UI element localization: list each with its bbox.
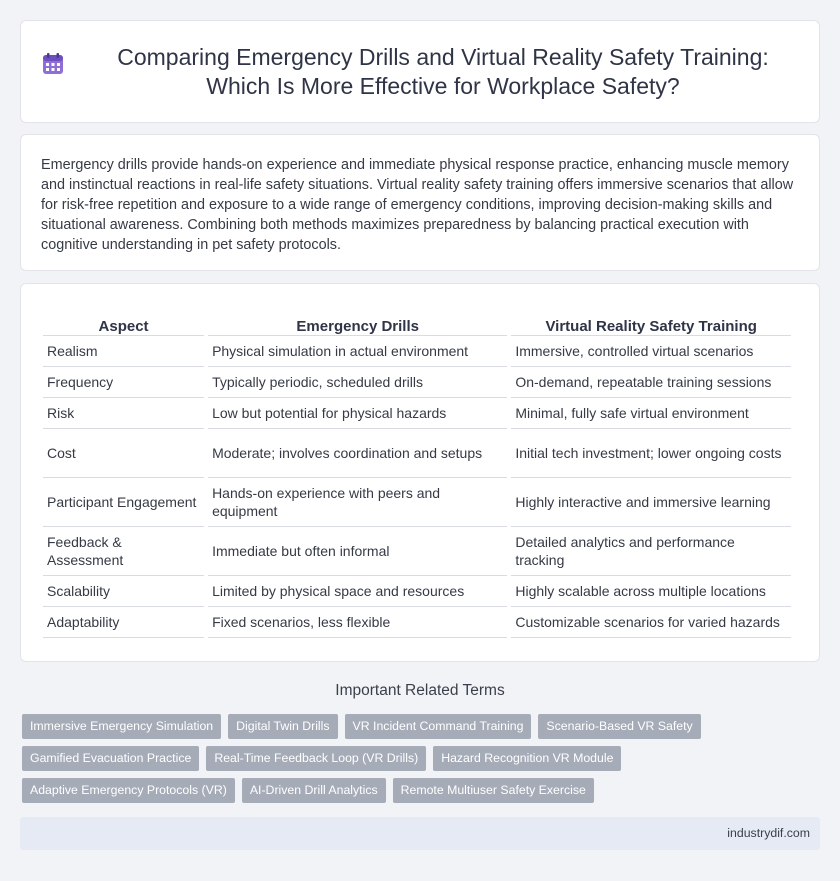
page-title: Comparing Emergency Drills and Virtual Reality Safety Training: Which Is More Effective for Workplace Safety? — [117, 43, 769, 99]
row-aspect: Risk — [43, 398, 204, 429]
row-vr: Immersive, controlled virtual scenarios — [511, 336, 791, 367]
row-vr: Highly interactive and immersive learning — [511, 478, 791, 527]
related-term-tag[interactable]: Adaptive Emergency Protocols (VR) — [22, 778, 235, 803]
title-card — [20, 20, 820, 123]
row-vr: Initial tech investment; lower ongoing costs — [511, 429, 791, 478]
comparison-table-card — [20, 283, 820, 662]
header-vr-training: Virtual Reality Safety Training — [511, 314, 791, 336]
related-term-tag[interactable]: VR Incident Command Training — [345, 714, 532, 739]
row-aspect: Realism — [43, 336, 204, 367]
related-terms-heading: Important Related Terms — [335, 682, 505, 699]
row-aspect: Participant Engagement — [43, 478, 204, 527]
row-aspect: Cost — [43, 429, 204, 478]
table-row — [43, 576, 791, 607]
header-aspect: Aspect — [43, 314, 204, 336]
title-wrap — [40, 43, 800, 101]
table-row — [43, 429, 791, 478]
table-row — [43, 527, 791, 576]
row-drills: Immediate but often informal — [208, 527, 507, 576]
related-terms-list — [22, 714, 822, 810]
comparison-table — [39, 314, 795, 638]
table-row — [43, 398, 791, 429]
related-term-tag[interactable]: Digital Twin Drills — [228, 714, 337, 739]
row-aspect: Adaptability — [43, 607, 204, 638]
row-drills: Moderate; involves coordination and setups — [208, 429, 507, 478]
table-row — [43, 367, 791, 398]
related-term-tag[interactable]: Hazard Recognition VR Module — [433, 746, 621, 771]
row-drills: Fixed scenarios, less flexible — [208, 607, 507, 638]
calendar-icon — [40, 51, 66, 77]
row-vr: Detailed analytics and performance tracking — [511, 527, 791, 576]
row-drills: Typically periodic, scheduled drills — [208, 367, 507, 398]
row-aspect: Frequency — [43, 367, 204, 398]
row-vr: Minimal, fully safe virtual environment — [511, 398, 791, 429]
summary-text: Emergency drills provide hands-on experience and immediate physical response practice, enhancing muscle memory and instinctual reactions in real-life safety situations. Virtual reality safety training offers immersive scenarios that allow for risk-free repetition and exposure to a wide range of emergency conditions, improving decision-making skills and situational awareness. Combining both methods maximizes preparedness by balancing practical execution with cognitive understanding in pet safety protocols. — [41, 157, 794, 253]
footer — [20, 817, 820, 850]
row-aspect: Scalability — [43, 576, 204, 607]
row-vr: On-demand, repeatable training sessions — [511, 367, 791, 398]
row-drills: Low but potential for physical hazards — [208, 398, 507, 429]
related-term-tag[interactable]: Remote Multiuser Safety Exercise — [393, 778, 594, 803]
row-drills: Limited by physical space and resources — [208, 576, 507, 607]
row-vr: Highly scalable across multiple locations — [511, 576, 791, 607]
summary-card — [20, 134, 820, 271]
footer-site-link[interactable]: industrydif.com — [727, 826, 810, 840]
row-drills: Hands-on experience with peers and equipment — [208, 478, 507, 527]
table-row — [43, 478, 791, 527]
related-term-tag[interactable]: AI-Driven Drill Analytics — [242, 778, 386, 803]
related-term-tag[interactable]: Real-Time Feedback Loop (VR Drills) — [206, 746, 426, 771]
table-row — [43, 607, 791, 638]
header-emergency-drills: Emergency Drills — [208, 314, 507, 336]
table-header-row — [43, 314, 791, 336]
row-vr: Customizable scenarios for varied hazards — [511, 607, 791, 638]
related-term-tag[interactable]: Gamified Evacuation Practice — [22, 746, 199, 771]
related-term-tag[interactable]: Immersive Emergency Simulation — [22, 714, 221, 739]
row-drills: Physical simulation in actual environment — [208, 336, 507, 367]
related-term-tag[interactable]: Scenario-Based VR Safety — [538, 714, 700, 739]
table-row — [43, 336, 791, 367]
row-aspect: Feedback & Assessment — [43, 527, 204, 576]
